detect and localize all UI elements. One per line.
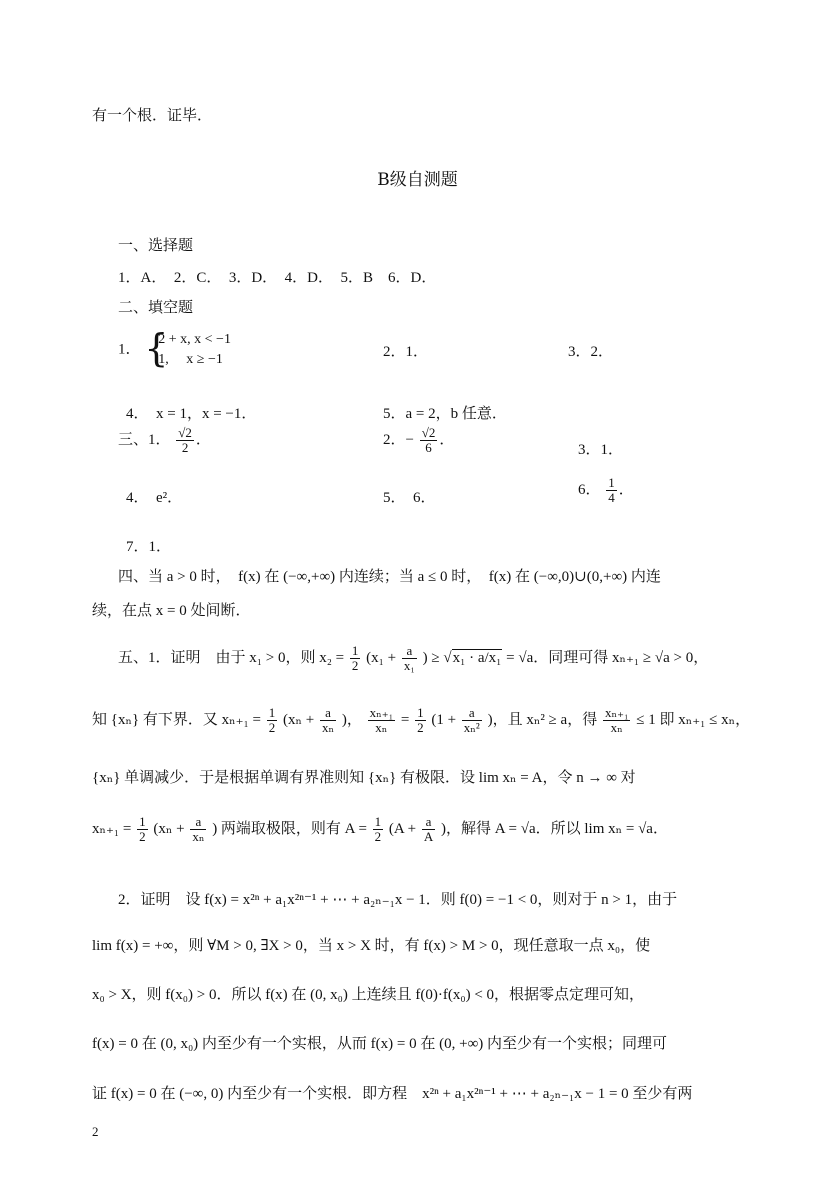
- part5-p2-line5: 证 f(x) = 0 在 (−∞, 0) 内至少有一个实根．即方程 x²ⁿ + a₁x²ⁿ⁻¹ + ⋯ + a₂ₙ₋₁x − 1 = 0 至少有两: [92, 1086, 693, 1102]
- part3-q1-prefix: 三、1．: [118, 432, 171, 449]
- part3-q6-prefix: 6．: [578, 482, 601, 499]
- fraction-half: [373, 815, 384, 845]
- fraction-a-over-x1: [402, 644, 417, 674]
- part2-q3: 3．2．: [568, 344, 614, 360]
- part3-q1-numerator: √2: [178, 425, 192, 440]
- text-segment: ) 两端取极限，则有 A =: [212, 821, 371, 838]
- numerator: 1: [374, 814, 382, 829]
- fraction-half: [137, 815, 148, 845]
- text-segment: 知 {xₙ} 有下界．又 xₙ₊₁ =: [92, 712, 265, 729]
- part5-p2-line4: f(x) = 0 在 (0, x₀) 内至少有一个实根，从而 f(x) = 0 在 (0, +∞) 内至少有一个实根；同理可: [92, 1036, 668, 1052]
- denominator: x₁: [403, 658, 415, 674]
- text-segment: ) ≥: [422, 650, 444, 667]
- numerator: a: [320, 706, 336, 721]
- part2-q1-label: 1．: [118, 341, 141, 358]
- fraction-half: [267, 706, 278, 736]
- part1-heading: 一、选择题: [118, 236, 194, 254]
- part2-q4: 4． x = 1，x = −1．: [126, 406, 257, 422]
- part5-p2-line3: x₀ > X，则 f(x₀) > 0．所以 f(x) 在 (0, x₀) 上连续且 f(0)·f(x₀) < 0，根据零点定理可知，: [92, 987, 645, 1003]
- part3-q2-fraction: [420, 426, 438, 456]
- part3-q5: 5． 6．: [383, 490, 436, 506]
- square-root: √x₁ · a/x₁: [443, 650, 502, 667]
- part3-q2-prefix: 2．−: [383, 432, 414, 449]
- text-segment: )，且 xₙ² ≥ a，得: [487, 712, 601, 729]
- part3-q7: 7．1．: [126, 539, 172, 555]
- fraction-a-over-xn: [320, 706, 336, 736]
- numerator: 1: [268, 705, 276, 720]
- part5-p2-line2: lim f(x) = +∞，则 ∀M > 0, ∃X > 0，当 x > X 时，有 f(x) > M > 0，现任意取一点 x₀，使: [92, 938, 651, 954]
- numerator: 1: [351, 643, 359, 658]
- piecewise-case-2: 1, x ≥ −1: [158, 352, 223, 367]
- numerator: xₙ₊₁: [369, 705, 394, 720]
- denominator: 2: [351, 658, 359, 674]
- fraction-a-over-A: [422, 815, 435, 845]
- text-segment: =: [400, 712, 414, 729]
- part5-p1-line1: [118, 644, 708, 674]
- text-segment: )，解得 A = √a．所以 lim xₙ = √a．: [441, 821, 668, 838]
- fraction-ratio: [368, 706, 396, 736]
- text-segment: )，: [341, 712, 362, 729]
- piecewise-function: [144, 326, 231, 370]
- part3-q6: 6． $\frac{1}{4}$ ．: [578, 475, 634, 506]
- part2-q2: 2．1．: [383, 344, 429, 360]
- part5-p1-line3: {xₙ} 单调减少．于是根据单调有界准则知 {xₙ} 有极限．设 lim xₙ = A，令 n → ∞ 对: [92, 770, 636, 786]
- fraction-half: [350, 644, 361, 674]
- denominator: A: [423, 829, 434, 845]
- denominator: 2: [268, 720, 276, 736]
- text-segment: (1 +: [431, 712, 460, 729]
- page-number: 2: [92, 1124, 99, 1139]
- part2-heading: 二、填空题: [118, 298, 194, 316]
- part3-q1-fraction: [176, 426, 194, 456]
- part5-p2-line1: 2．证明 设 f(x) = x²ⁿ + a₁x²ⁿ⁻¹ + ⋯ + a₂ₙ₋₁x − 1．则 f(0) = −1 < 0，则对于 n > 1，由于: [118, 892, 678, 908]
- section-title: B级自测题: [377, 170, 458, 190]
- part3-q6-denominator: 4: [608, 490, 615, 506]
- fraction-a-over-xn2: [462, 706, 482, 736]
- denominator: 2: [374, 829, 382, 845]
- numerator: xₙ₊₁: [604, 705, 629, 720]
- part3-q2: 2．− $\frac{√2}{6}$ ．: [383, 425, 455, 456]
- fraction-half: [415, 706, 426, 736]
- text-segment: (A +: [388, 821, 420, 838]
- numerator: a: [190, 815, 206, 830]
- brace-icon: {: [144, 326, 169, 370]
- part3-q1: 三、1． $\frac{√2}{2}$ ．: [118, 425, 211, 456]
- part5-p1-line2: [92, 706, 750, 736]
- part3-q2-denominator: 6: [425, 440, 432, 456]
- part4-line1: 四、当 a > 0 时， f(x) 在 (−∞,+∞) 内连续；当 a ≤ 0 时， f(x) 在 (−∞,0)∪(0,+∞) 内连: [118, 569, 661, 585]
- part2-q1: [118, 326, 231, 370]
- denominator: xₙ: [375, 720, 388, 736]
- text-segment: xₙ₊₁ =: [92, 821, 136, 838]
- part3-q1-denominator: 2: [181, 440, 189, 456]
- text-segment: = √a．同理可得 xₙ₊₁ ≥ √a > 0，: [506, 650, 709, 667]
- part2-q5: 5．a = 2，b 任意．: [383, 406, 507, 422]
- radicand: x₁ · a/x₁: [452, 650, 502, 667]
- numerator: 1: [139, 814, 146, 829]
- part3-q2-numerator: √2: [421, 425, 436, 440]
- text-segment: ≤ 1 即 xₙ₊₁ ≤ xₙ，: [636, 712, 751, 729]
- numerator: a: [462, 706, 482, 721]
- denominator: xₙ²: [463, 720, 480, 736]
- denominator: xₙ: [610, 720, 623, 736]
- part5-p1-line4: [92, 815, 668, 845]
- numerator: a: [422, 815, 435, 830]
- part4-line2: 续，在点 x = 0 处间断．: [92, 603, 251, 619]
- text-segment: 五、1．证明 由于 x₁ > 0，则 x₂ =: [118, 650, 348, 667]
- denominator: 2: [417, 720, 424, 736]
- numerator: 1: [417, 705, 424, 720]
- fraction-a-over-xn: [190, 815, 206, 845]
- part3-q4: 4． e²．: [126, 490, 183, 506]
- fraction-ratio: [603, 706, 631, 736]
- denominator: 2: [139, 829, 146, 845]
- part3-q6-numerator: 1: [608, 475, 615, 490]
- numerator: a: [402, 644, 417, 659]
- part3-q6-fraction: [606, 476, 617, 506]
- piecewise-case-1: 2 + x, x < −1: [158, 332, 231, 347]
- denominator: xₙ: [192, 829, 205, 845]
- part3-q3: 3．1．: [578, 442, 624, 458]
- part1-answers: 1．A． 2．C． 3．D． 4．D． 5．B 6．D．: [118, 270, 437, 286]
- denominator: xₙ: [321, 720, 335, 736]
- text-segment: (x₁ +: [366, 650, 400, 667]
- text-segment: (xₙ +: [283, 712, 318, 729]
- text-segment: (xₙ +: [153, 821, 189, 838]
- intro-line: 有一个根．证毕．: [92, 106, 213, 124]
